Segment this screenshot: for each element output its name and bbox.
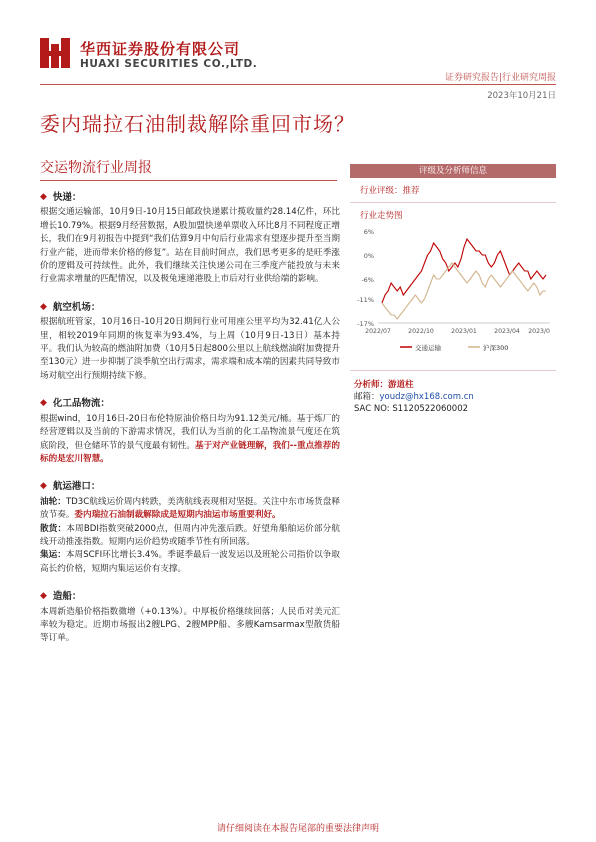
diamond-bullet-icon: ◆ <box>40 301 47 312</box>
report-body <box>40 185 340 646</box>
shipping-oil-text: 油轮：TD3C航线运价周内转跌，美湾航线表现相对坚挺。关注中东市场货盘释放节奏。委内瑞拉石油制裁解除成是短期内油运市场重要利好。 <box>40 496 340 521</box>
trend-chart-title: 行业走势图 <box>360 211 403 221</box>
section-shipbuilding-text: 本周新造船价格指数微增（+0.13%）。中厚板价格继续回落；人民币对美元汇率较为稳定。近期市场报出2艘LPG、2艘MPP船、多艘Kamsarmax型散货船等订单。 <box>40 606 340 644</box>
section-express-text: 根据交通运输部，10月9日-10月15日邮政快递累计揽收量约28.14亿件，环比增长10.79%。根据9月经营数据，A股加盟快递单票收入环比8月不同程度正增长，我们在9月初报告中提到“我们估算9月中旬后行业需求有望逐步提升至当期行业产能，进而带来价格的修复”。站在目前时间点，我们思考更多的是旺季涨价的逻辑及可持续性。此外，我们继续关注快递公司在三季度产能投放与未来行业需求增量的匹配情况，以及极兔速递港股上市后对行业供给端的影响。 <box>40 207 340 285</box>
legend-label: 交通运输 <box>415 344 441 352</box>
x-tick-label: 2023/04 <box>494 328 520 335</box>
y-tick-label: -11% <box>357 296 374 304</box>
section-shipbuilding-heading: ◆ 造船： <box>40 591 82 603</box>
analyst-email-row: 邮箱：youdz@hx168.com.cn <box>354 392 474 402</box>
page-subtitle: 交运物流行业周报 <box>40 160 152 176</box>
section-chem-heading: ◆ 化工品物流： <box>40 398 110 410</box>
page-title: 委内瑞拉石油制裁解除重回市场？ <box>40 112 355 136</box>
chem-highlight: 基于对产业链理解，我们--重点推荐的标的是宏川智慧。 <box>40 440 340 464</box>
analyst-panel <box>350 164 556 365</box>
analyst-name-row: 分析师：游道柱 <box>354 380 414 390</box>
report-date: 2023年10月21日 <box>487 91 556 101</box>
y-tick-label: 6% <box>363 228 374 236</box>
diamond-bullet-icon: ◆ <box>40 481 47 492</box>
diamond-bullet-icon: ◆ <box>40 591 47 602</box>
section-chem-text: 根据wind，10月16日-20日布伦特原油价格日均为91.12美元/桶。基于炼厂的经营逻辑以及当前的下游需求情况，我们认为当前的化工品物流景气度还在筑底阶段，但仓储环节的景气度最有韧性。基于对产业链理解，我们--重点推荐的标的是宏川智慧。 <box>40 413 340 464</box>
series-line-transport <box>382 239 546 303</box>
section-shipping-heading: ◆ 航运港口： <box>40 481 101 493</box>
panel-header: 评级及分析师信息 <box>350 164 556 178</box>
x-tick-label: 2022/10 <box>408 328 434 335</box>
y-tick-label: -6% <box>361 276 374 284</box>
y-tick-label: -17% <box>357 320 374 328</box>
x-tick-label: 2023/01 <box>451 328 477 335</box>
brand-name-cn: 华西证券股份有限公司 <box>80 40 241 58</box>
analyst-info <box>350 375 564 419</box>
huaxi-logo-icon <box>40 38 70 68</box>
shipping-box-text: 集运：本周SCFI环比增长3.4%。季诞季最后一波发运以及班轮公司指价以争取高长约价格，短期内集运运价有支撑。 <box>40 550 340 574</box>
section-express-heading: ◆ 快递： <box>40 192 82 203</box>
diamond-bullet-icon: ◆ <box>40 398 47 409</box>
industry-rating: 行业评级：推荐 <box>350 178 556 203</box>
oil-highlight: 委内瑞拉石油制裁解除成是短期内油运市场重要利好。 <box>74 510 281 521</box>
trend-chart <box>350 221 556 361</box>
section-aviation-text: 根据航班管家，10月16日-10月20日期间行业可用座公里平均为32.41亿人公里，相较2019年同期的恢复率为93.4%，与上周（10月9日-13日）基本持平。我们认为较高的燃油附加费（10月5日起800公里以上航线燃油附加费提升至130元）进一步抑制了淡季航空出行需求，需求端和成本端的因素共同导致市场对航空出行预期持续下修。 <box>40 317 340 381</box>
y-tick-label: 0% <box>363 252 374 260</box>
brand-name-en: HUAXI SECURITIES CO.,LTD. <box>80 58 258 70</box>
report-type-tag: 证券研究报告|行业研究周报 <box>444 73 556 83</box>
legal-footer: 请仔细阅读在本报告尾部的重要法律声明 <box>216 824 379 834</box>
section-aviation-heading: ◆ 航空机场： <box>40 301 101 313</box>
panel-divider <box>350 370 556 371</box>
analyst-email-link[interactable]: youdz@hx168.com.cn <box>379 392 474 402</box>
shipping-bulk-text: 散货：本周BDI指数突破2000点，但周内冲先涨后跌。好望角船舶运价部分航线开动推涨指数。短期内运价趋势或随季节性有所回落。 <box>40 523 340 547</box>
legend-label: 沪深300 <box>483 344 509 352</box>
x-tick-label: 2022/07 <box>365 328 391 335</box>
analyst-sac-row: SAC NO: S1120522060002 <box>354 404 469 414</box>
header-divider <box>40 84 556 85</box>
diamond-bullet-icon: ◆ <box>40 192 47 202</box>
x-tick-label: 2023/0 <box>528 328 550 335</box>
subtitle-divider <box>40 180 337 181</box>
